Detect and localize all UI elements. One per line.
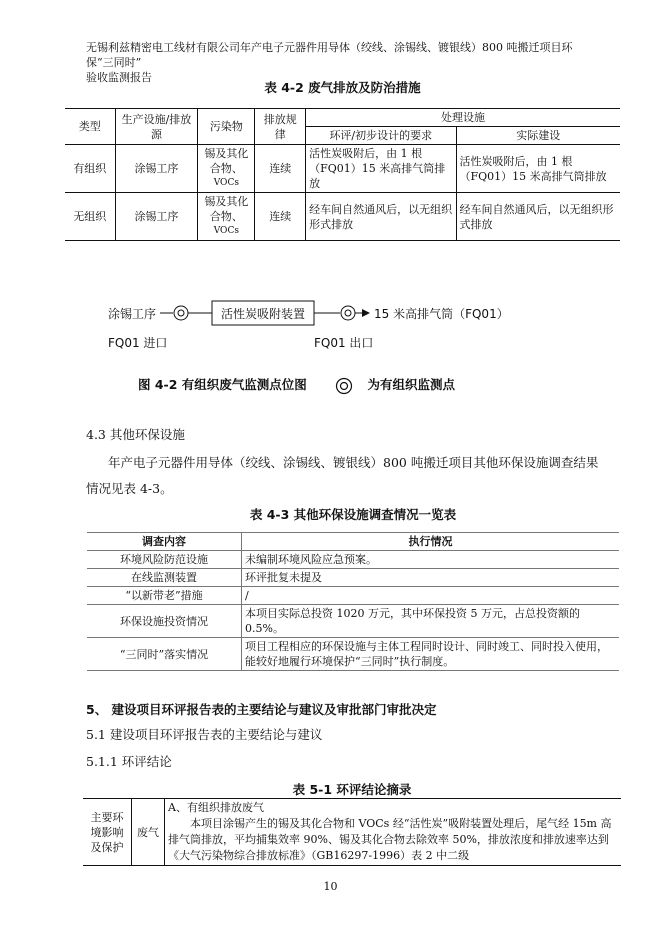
figure-caption-prefix: 图 4-2 有组织废气监测点位图 <box>138 377 307 392</box>
table-row <box>87 587 619 605</box>
cell-actual: 经车间自然通风后，以无组织形式排放 <box>456 193 620 241</box>
cell-subcategory: 废气 <box>132 799 165 866</box>
cell-pollutant <box>198 145 255 193</box>
cell-pollutant <box>198 193 255 241</box>
table-4-3-caption: 表 4-3 其他环保设施调查情况一览表 <box>249 507 457 522</box>
cell-pattern: 连续 <box>255 145 306 193</box>
cell-item: 环保设施投资情况 <box>87 605 242 638</box>
cell-status: 环评批复未提及 <box>242 569 620 587</box>
monitoring-diagram <box>100 296 620 352</box>
col-header-type: 类型 <box>65 109 115 145</box>
pollutant-voc: VOCs <box>213 226 239 236</box>
table-4-2-caption: 表 4-2 废气排放及防治措施 <box>264 80 421 95</box>
table-4-2 <box>65 108 620 241</box>
section-5-1-1-title: 5.1.1 环评结论 <box>86 754 172 769</box>
figure-4-2-caption <box>138 375 518 395</box>
col-header-pattern: 排放规律 <box>255 109 306 145</box>
content-heading: A、有组织排放废气 <box>168 801 264 814</box>
col-header-status: 执行情况 <box>242 533 620 551</box>
diagram-box-label: 活性炭吸附装置 <box>221 307 306 321</box>
page-number: 10 <box>323 880 338 893</box>
table-4-3 <box>87 532 619 671</box>
section-5-title: 5、 建设项目环评报告表的主要结论与建议及审批部门审批决定 <box>86 702 437 717</box>
cell-pattern: 连续 <box>255 193 306 241</box>
table-row <box>87 605 619 638</box>
col-header-treatment: 处理设施 <box>306 109 620 127</box>
section-4-3-para-line-2: 情况见表 4-3。 <box>86 481 173 496</box>
cell-status: 本项目实际总投资 1020 万元，其中环保投资 5 万元，占总投资额的 0.5%。 <box>242 605 620 638</box>
col-header-facility: 生产设施/排放源 <box>115 109 198 145</box>
section-4-3-para-line-1: 年产电子元器件用导体（绞线、涂锡线、镀银线）800 吨搬迁项目其他环保设施调查结果 <box>108 455 599 470</box>
monitoring-point-icon <box>333 377 355 395</box>
cell-category: 主要环境影响及保护 <box>83 799 132 866</box>
content-body: 本项目涂锡产生的锡及其化合物和 VOCs 经“活性炭”吸附装置处理后，尾气经 15m 高排气筒排放，平均捕集效率 90%、锡及其化合物去除效率 50%，排放浓度和排放速率达到《大气污染物综合排放标准》（GB16297-1996）表 2 中二级 <box>168 817 612 862</box>
cell-item: “以新带老”措施 <box>87 587 242 605</box>
table-row <box>87 569 619 587</box>
col-header-actual: 实际建设 <box>456 127 620 145</box>
table-row <box>65 193 620 241</box>
cell-status: 未编制环境风险应急预案。 <box>242 551 620 569</box>
col-header-eia: 环评/初步设计的要求 <box>306 127 456 145</box>
cell-type: 有组织 <box>65 145 115 193</box>
cell-eia: 活性炭吸附后，由 1 根（FQ01）15 米高排气筒排放 <box>306 145 456 193</box>
table-5-1-caption: 表 5-1 环评结论摘录 <box>292 782 412 797</box>
pollutant-line: 锡及其化合物、 <box>204 147 249 175</box>
pollutant-voc: VOCs <box>213 178 239 188</box>
table-row <box>65 145 620 193</box>
cell-item: 在线监测装置 <box>87 569 242 587</box>
cell-item: 环境风险防范设施 <box>87 551 242 569</box>
cell-status: / <box>242 587 620 605</box>
cell-facility: 涂锡工序 <box>115 145 198 193</box>
header-line-1: 无锡利兹精密电工线材有限公司年产电子元器件用导体（绞线、涂锡线、镀银线）800 吨搬迁项目环保“三同时” <box>86 41 573 69</box>
col-header-item: 调查内容 <box>87 533 242 551</box>
pollutant-line: 锡及其化合物、 <box>204 195 249 223</box>
table-row <box>83 799 621 866</box>
header-line-2: 验收监测报告 <box>86 71 152 84</box>
cell-type: 无组织 <box>65 193 115 241</box>
diagram-outlet-label: FQ01 出口 <box>314 336 374 350</box>
cell-item: “三同时”落实情况 <box>87 638 242 671</box>
figure-caption-suffix: 为有组织监测点 <box>367 377 456 392</box>
diagram-inlet-label: FQ01 进口 <box>108 336 168 350</box>
diagram-source: 涂锡工序 <box>108 307 157 321</box>
table-row <box>87 638 619 671</box>
section-5-1-title: 5.1 建设项目环评报告表的主要结论与建议 <box>86 727 323 742</box>
cell-actual: 活性炭吸附后，由 1 根（FQ01）15 米高排气筒排放 <box>456 145 620 193</box>
col-header-pollutant: 污染物 <box>198 109 255 145</box>
diagram-destination: 15 米高排气筒（FQ01） <box>374 307 509 321</box>
table-5-1 <box>83 798 621 866</box>
cell-content <box>165 799 622 866</box>
cell-eia: 经车间自然通风后，以无组织形式排放 <box>306 193 456 241</box>
cell-facility: 涂锡工序 <box>115 193 198 241</box>
cell-status: 项目工程相应的环保设施与主体工程同时设计、同时竣工、同时投入使用，能较好地履行环境保护“三同时”执行制度。 <box>242 638 620 671</box>
section-4-3-title: 4.3 其他环保设施 <box>86 427 185 442</box>
table-row <box>87 551 619 569</box>
